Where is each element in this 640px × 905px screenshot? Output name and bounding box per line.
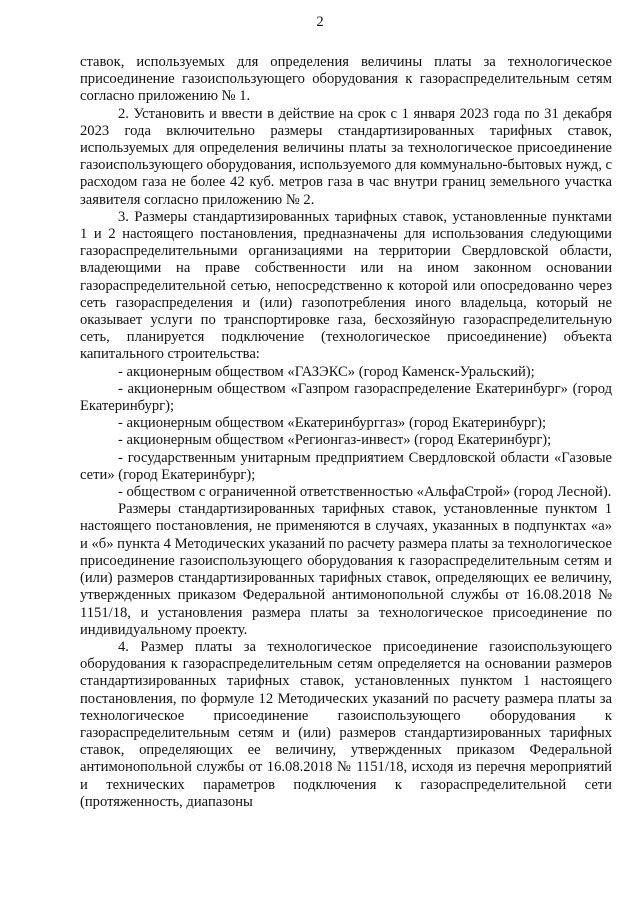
list-item: - акционерным обществом «ГАЗЭКС» (город Каменск-Уральский);: [118, 363, 535, 380]
paragraph-3b: Размеры стандартизированных тарифных ставок, установленные пунктом 1 настоящего постановления, не применяются в случаях, указанных в подпунктах «а» и «б» пункта 4 Методических указаний по расчету размера платы за технологическое присоединение газоиспользующего оборудования к газораспределительным сетям и (или) размеров стандартизированных тарифных ставок, определяющих ее величину, утвержденных приказом Федеральной антимонопольной службы от 16.08.2018 № 1151/18, и установления размера платы за технологическое присоединение по индивидуальному проекту.: [80, 501, 612, 638]
document-body: [80, 54, 612, 811]
list-item: - обществом с ограниченной ответственностью «АльфаСтрой» (город Лесной).: [118, 484, 612, 501]
list-item: - государственным унитарным предприятием Свердловской области «Газовые сети» (город Екатеринбург);: [80, 449, 612, 483]
organization-list: [80, 364, 612, 502]
list-item: - акционерным обществом «Регионгаз-инвест» (город Екатеринбург);: [118, 432, 552, 449]
paragraph-2: 2. Установить и ввести в действие на срок с 1 января 2023 года по 31 декабря 2023 года включительно размеры стандартизированных тарифных ставок, используемых для определения величины платы за технологическое присоединение газоиспользующего оборудования, используемого для коммунально-бытовых нужд, с расходом газа не более 42 куб. метров газа в час внутри границ земельного участка заявителя согласно приложению № 2.: [80, 105, 612, 208]
paragraph-1-continuation: ставок, используемых для определения величины платы за технологическое присоединение газоиспользующего оборудования к газораспределительным сетям согласно приложению № 1.: [80, 54, 612, 105]
list-item: - акционерным обществом «Екатеринбурггаз» (город Екатеринбург);: [118, 415, 547, 432]
paragraph-3: 3. Размеры стандартизированных тарифных ставок, установленные пунктами 1 и 2 настоящего постановления, предназначены для использования следующими газораспределительными организациями на территории Свердловской области, владеющими на праве собственности или на ином законном основании газораспределительной сетью, непосредственно к которой или опосредованно через сеть газораспределения и (или) газопотребления иного владельца, который не оказывает услуги по транспортировке газа, бесхозяйную газораспределительную сеть, планируется подключение (технологическое присоединение) объекта капитального строительства:: [80, 208, 612, 363]
page-number: 2: [316, 14, 324, 30]
paragraph-4: 4. Размер платы за технологическое присоединение газоиспользующего оборудования к газораспределительным сетям определяется на основании размеров стандартизированных тарифных ставок, установленных пунктом 1 настоящего постановления, по формуле 12 Методических указаний по расчету размера платы за технологическое присоединение газоиспользующего оборудования к газораспределительным сетям и (или) размеров стандартизированных тарифных ставок, определяющих ее величину, утвержденных приказом Федеральной антимонопольной службы от 16.08.2018 № 1151/18, исходя из перечня мероприятий и технических параметров подключения к газораспределительной сети (протяженность, диапазоны: [80, 638, 612, 810]
list-item: - акционерным обществом «Газпром газораспределение Екатеринбург» (город Екатеринбург);: [80, 380, 612, 415]
